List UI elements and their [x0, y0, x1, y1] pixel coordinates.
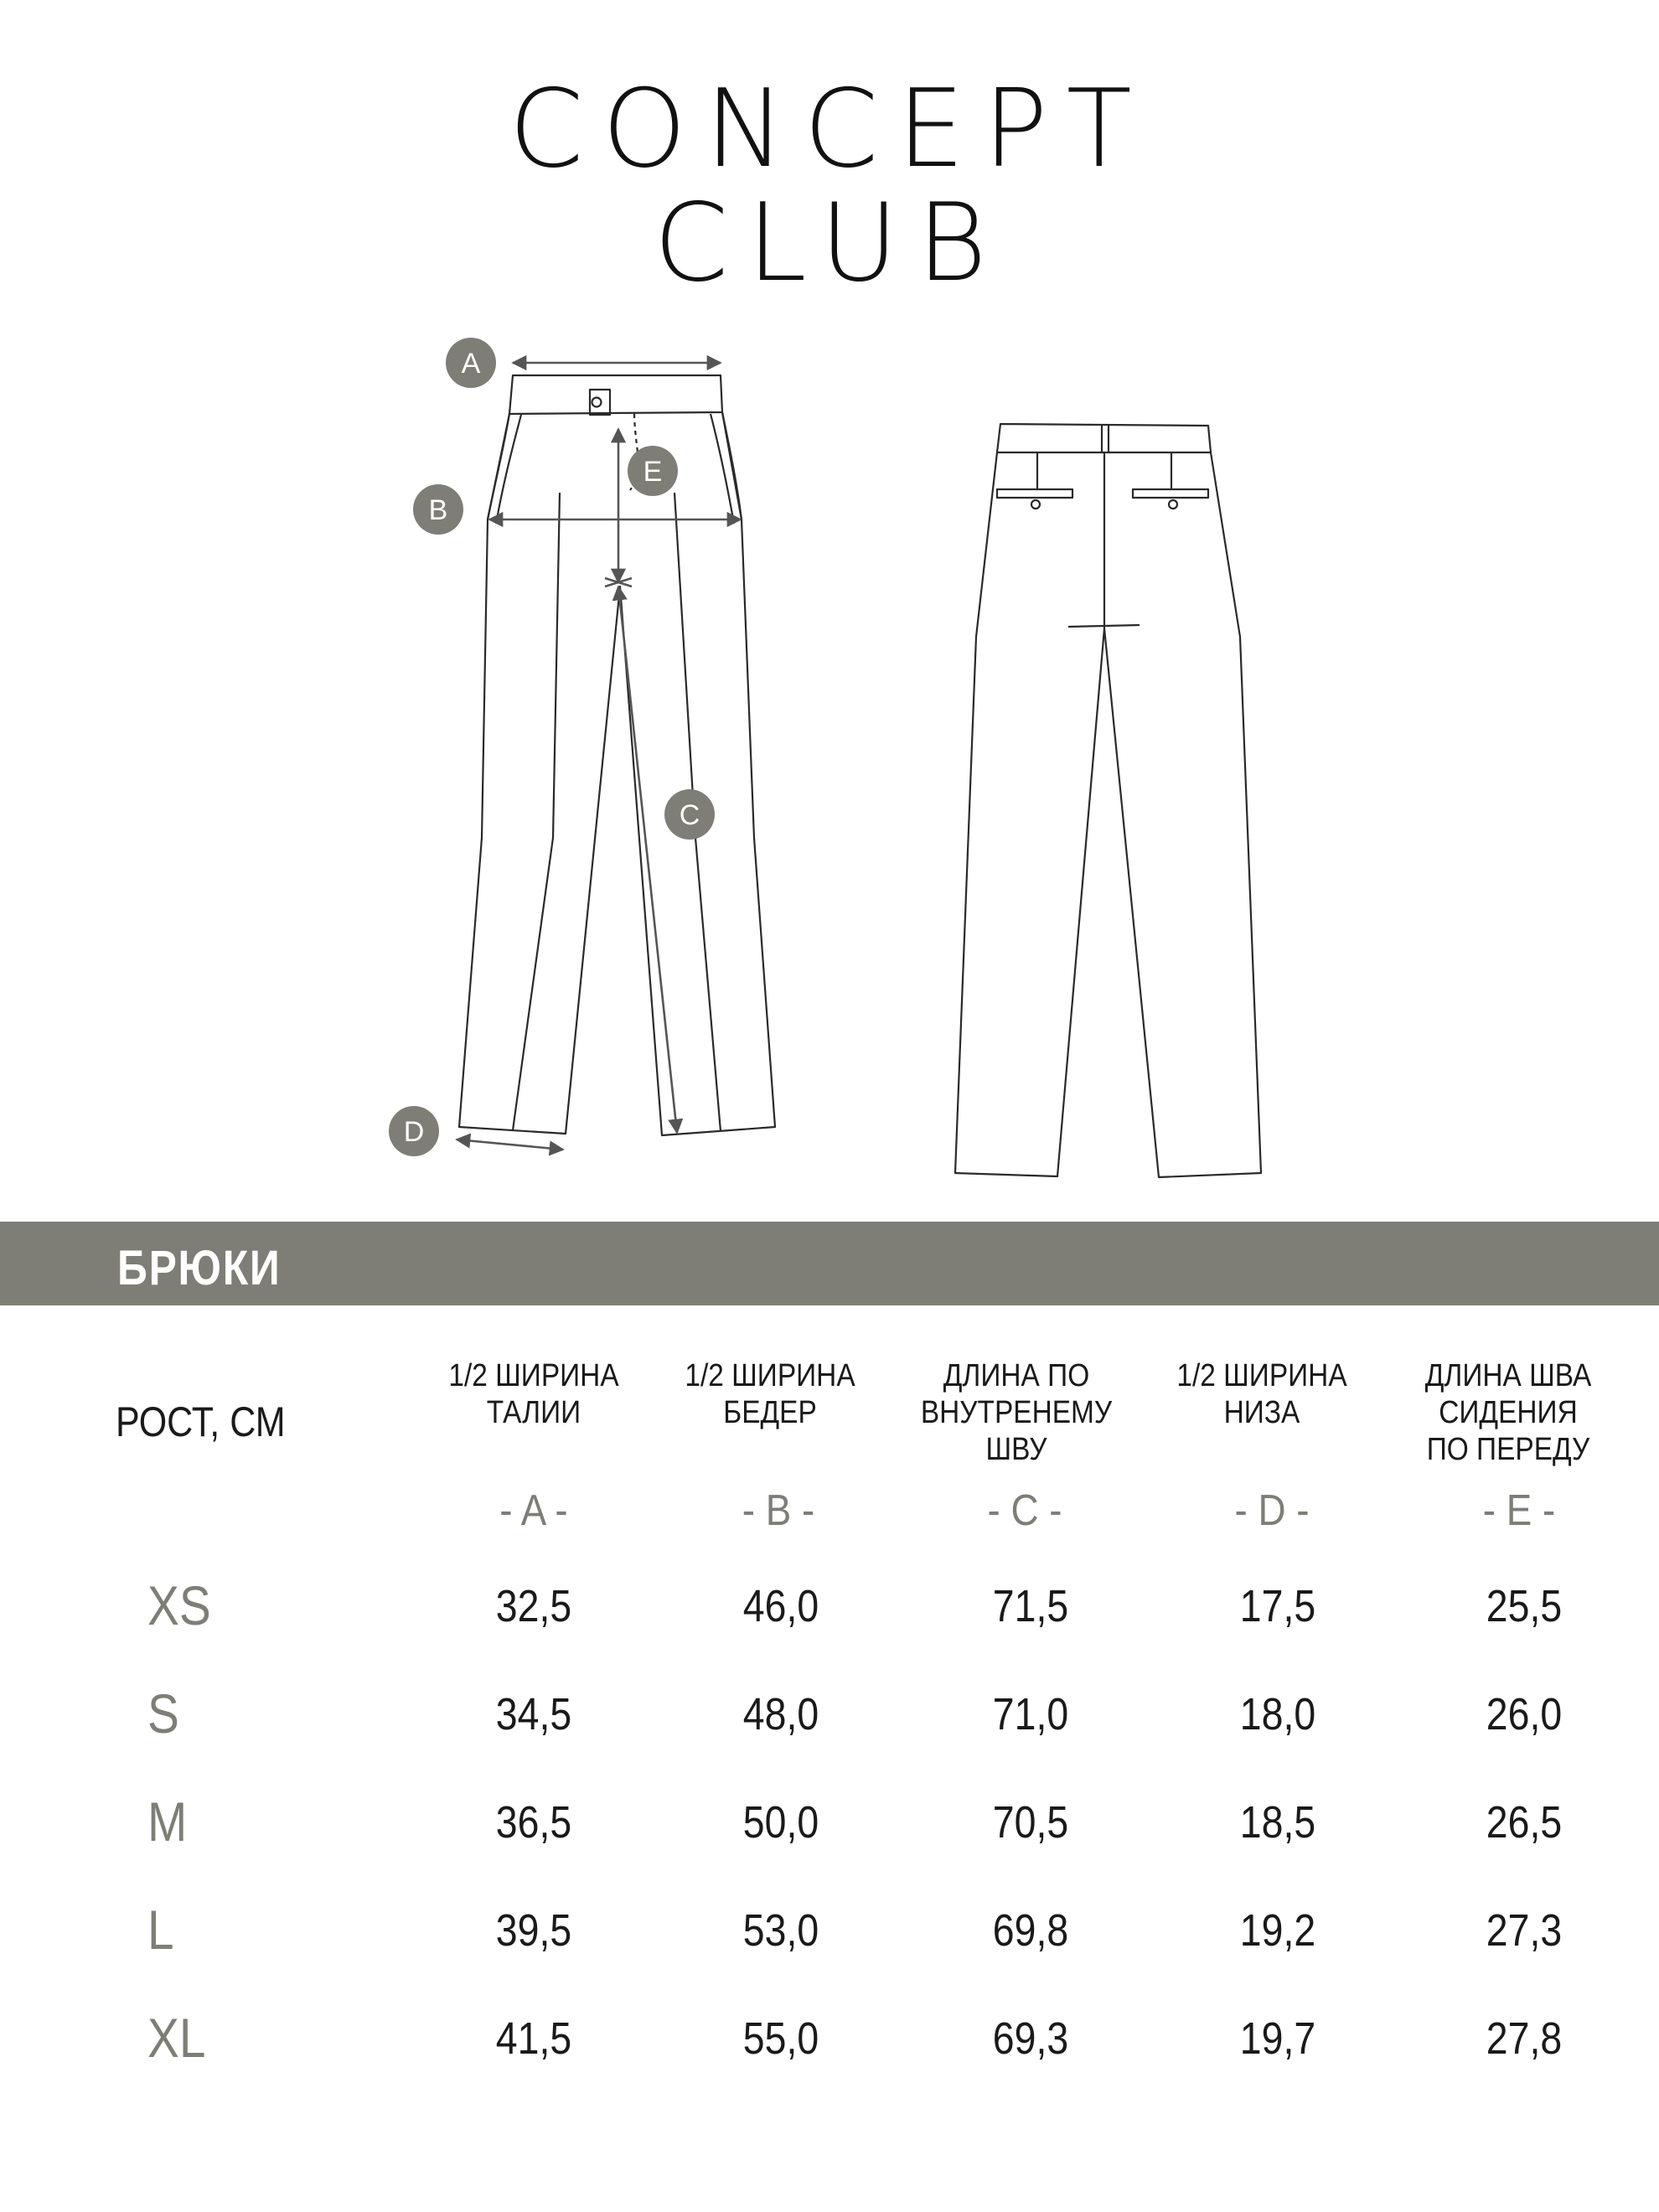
table-cell: 19,2	[1239, 1905, 1316, 1956]
table-cell: 18,5	[1239, 1797, 1316, 1848]
column-code-b: - B -	[742, 1486, 815, 1535]
table-cell: 25,5	[1486, 1581, 1563, 1631]
column-header-a: 1/2 ШИРИНА ТАЛИИ	[448, 1358, 619, 1430]
table-cell: 26,0	[1486, 1689, 1563, 1739]
table-cell: 36,5	[495, 1797, 572, 1848]
measure-letter-e: E	[643, 456, 663, 488]
column-header-c: ДЛИНА ПО ВНУТРЕНЕМУ ШВУ	[920, 1358, 1113, 1467]
table-cell: 69,3	[992, 2013, 1069, 2064]
size-label-xl: XL	[147, 2007, 206, 2069]
measure-letter-d: D	[403, 1116, 425, 1148]
table-cell: 27,8	[1486, 2013, 1563, 2064]
table-cell: 55,0	[742, 2013, 819, 2064]
table-cell: 34,5	[495, 1689, 572, 1739]
column-header-b: 1/2 ШИРИНА БЕДЕР	[685, 1358, 855, 1430]
table-cell: 71,5	[992, 1581, 1069, 1631]
table-cell: 32,5	[495, 1581, 572, 1631]
brand-name-line1: CONCEPT	[509, 67, 1150, 192]
table-cell: 19,7	[1239, 2013, 1316, 2064]
back-view	[955, 424, 1261, 1177]
table-cell: 26,5	[1486, 1797, 1563, 1848]
front-view	[459, 375, 775, 1135]
table-cell: 70,5	[992, 1797, 1069, 1848]
measure-letter-a: A	[461, 348, 481, 380]
size-label-l: L	[147, 1899, 174, 1961]
table-cell: 41,5	[495, 2013, 572, 2064]
table-cell: 69,8	[992, 1905, 1069, 1956]
row-header-height: РОСТ, СМ	[116, 1398, 286, 1445]
table-cell: 17,5	[1239, 1581, 1316, 1631]
brand-name-line2: CLUB	[654, 181, 1005, 306]
table-cell: 18,0	[1239, 1689, 1316, 1739]
table-cell: 48,0	[742, 1689, 819, 1739]
table-cell: 50,0	[742, 1797, 819, 1848]
table-cell: 71,0	[992, 1689, 1069, 1739]
column-code-d: - D -	[1234, 1486, 1310, 1535]
column-header-d: 1/2 ШИРИНА НИЗА	[1176, 1358, 1347, 1430]
table-title-band	[0, 1222, 1659, 1305]
table-title: БРЮКИ	[117, 1241, 282, 1295]
size-label-xs: XS	[147, 1574, 211, 1636]
measure-arrow-d	[457, 1140, 563, 1150]
column-code-a: - A -	[499, 1486, 568, 1535]
size-label-s: S	[147, 1682, 179, 1744]
measure-letter-b: B	[428, 494, 448, 526]
trousers-technical-drawing	[0, 318, 1659, 1198]
measure-letter-c: C	[679, 799, 700, 831]
size-label-m: M	[147, 1791, 188, 1853]
table-cell: 46,0	[742, 1581, 819, 1631]
measure-arrow-c	[618, 587, 677, 1133]
column-code-e: - E -	[1482, 1486, 1556, 1535]
column-code-c: - C -	[987, 1486, 1062, 1535]
table-cell: 27,3	[1486, 1905, 1563, 1956]
table-cell: 39,5	[495, 1905, 572, 1956]
table-cell: 53,0	[742, 1905, 819, 1956]
column-header-e: ДЛИНА ШВА СИДЕНИЯ ПО ПЕРЕДУ	[1424, 1358, 1592, 1467]
